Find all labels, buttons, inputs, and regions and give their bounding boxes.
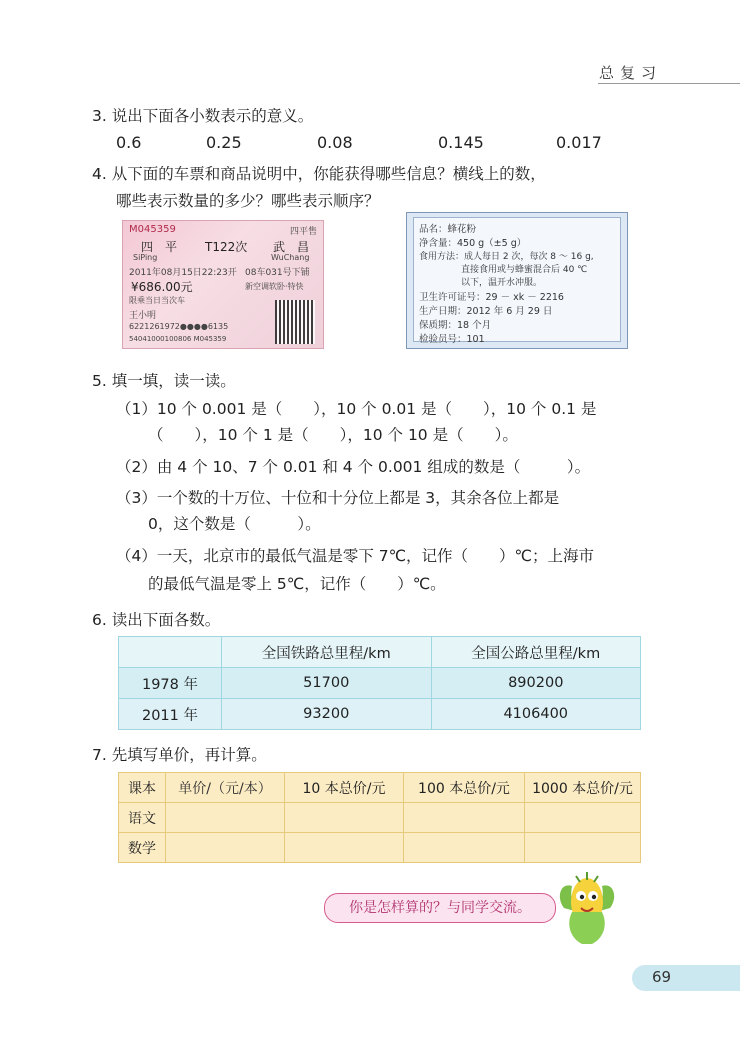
answer-cell[interactable] — [166, 833, 285, 863]
table-cell: 51700 — [222, 668, 432, 699]
q5-part1-line2: （ ），10 个 1 是（ ），10 个 10 是（ ）。 — [148, 426, 518, 444]
table-row — [119, 803, 641, 833]
product-shelf-life: 保质期：18 个月 — [419, 320, 492, 331]
mileage-table — [118, 636, 641, 730]
table-header-cell: 全国铁路总里程/km — [222, 637, 432, 668]
table-header-cell: 1000 本总价/元 — [525, 773, 641, 803]
ticket-serial: 54041000100806 M045359 — [129, 335, 227, 343]
product-name: 品名：蜂花粉 — [419, 224, 477, 235]
table-header-cell: 课本 — [119, 773, 166, 803]
ticket-train: T122次 — [205, 240, 248, 254]
product-net: 净含量：450 g（±5 g） — [419, 238, 527, 249]
answer-cell[interactable] — [285, 833, 404, 863]
product-usage-3: 以下，温开水冲服。 — [461, 278, 543, 288]
ticket-seat: 08车031号下铺 — [245, 268, 310, 278]
qr-code-icon — [275, 300, 315, 344]
table-cell: 2011 年 — [119, 699, 222, 730]
product-license: 卫生许可证号：29 － xk － 2216 — [419, 292, 564, 303]
ticket-id: 6221261972●●●●6135 — [129, 322, 229, 331]
speech-bubble: 你是怎样算的？与同学交流。 — [324, 893, 556, 923]
ticket-price: ¥686.00元 — [131, 280, 193, 294]
answer-cell[interactable] — [404, 803, 525, 833]
answer-cell[interactable] — [525, 803, 641, 833]
table-header-cell: 100 本总价/元 — [404, 773, 525, 803]
decimal-3: 0.08 — [317, 133, 353, 152]
product-label-image — [406, 212, 628, 349]
ticket-to: 武 昌 — [273, 240, 310, 254]
q5-part3-line2: 0，这个数是（ ）。 — [148, 515, 321, 533]
table-header-row — [119, 637, 641, 668]
ticket-name: 王小明 — [129, 311, 157, 321]
table-row — [119, 833, 641, 863]
table-cell: 4106400 — [431, 699, 641, 730]
q5-part4-line2: 的最低气温是零上 5℃，记作（ ）℃。 — [148, 575, 446, 593]
q5-part3-line1: （3）一个数的十万位、十位和十分位上都是 3，其余各位上都是 — [116, 489, 560, 507]
product-date: 生产日期：2012 年 6 月 29 日 — [419, 306, 553, 317]
product-usage-2: 直接食用或与蜂蜜混合后 40 ℃ — [461, 265, 588, 275]
answer-cell[interactable] — [166, 803, 285, 833]
q4-prompt-line2: 哪些表示数量的多少？哪些表示顺序？ — [116, 192, 380, 210]
table-header-cell — [119, 637, 222, 668]
decimal-4: 0.145 — [438, 133, 484, 152]
ticket-valid: 限乘当日当次车 — [129, 296, 185, 305]
table-row — [119, 699, 641, 730]
table-header-cell: 10 本总价/元 — [285, 773, 404, 803]
table-header-cell: 全国公路总里程/km — [431, 637, 641, 668]
q3-prompt: 3. 说出下面各小数表示的意义。 — [92, 107, 314, 125]
q6-prompt: 6. 读出下面各数。 — [92, 611, 221, 629]
table-cell: 1978 年 — [119, 668, 222, 699]
table-cell: 93200 — [222, 699, 432, 730]
corn-mascot-icon — [552, 868, 622, 948]
table-row — [119, 668, 641, 699]
ticket-code: M045359 — [129, 224, 176, 235]
q5-part4-line1: （4）一天，北京市的最低气温是零下 7℃，记作（ ）℃；上海市 — [116, 547, 594, 565]
ticket-from: 四 平 — [141, 240, 178, 254]
price-table — [118, 772, 641, 863]
product-usage-1: 食用方法：成人每日 2 次，每次 8 ～ 16 g, — [419, 252, 594, 262]
page-number: 69 — [652, 968, 672, 986]
page-number-tab — [632, 965, 740, 991]
answer-cell[interactable] — [525, 833, 641, 863]
table-cell: 语文 — [119, 803, 166, 833]
q4-prompt-line1: 4. 从下面的车票和商品说明中，你能获得哪些信息？横线上的数， — [92, 165, 546, 183]
decimal-5: 0.017 — [556, 133, 602, 152]
product-inspector: 检验员号：101 — [419, 334, 485, 345]
train-ticket-image — [122, 220, 324, 349]
q7-prompt: 7. 先填写单价，再计算。 — [92, 746, 267, 764]
ticket-to-pinyin: WuChang — [271, 253, 310, 262]
q5-part1-line1: （1）10 个 0.001 是（ ），10 个 0.01 是（ ），10 个 0.1 是 — [116, 400, 597, 418]
decimal-1: 0.6 — [116, 133, 142, 152]
q5-prompt: 5. 填一填，读一读。 — [92, 372, 236, 390]
answer-cell[interactable] — [285, 803, 404, 833]
table-header-cell: 单价/（元/本） — [166, 773, 285, 803]
ticket-station-tag: 四平售 — [289, 227, 317, 237]
table-cell: 数学 — [119, 833, 166, 863]
ticket-class: 新空调软卧·特快 — [245, 282, 304, 291]
header-divider — [598, 83, 740, 84]
ticket-datetime: 2011年08月15日22:23开 — [129, 268, 237, 278]
ticket-from-pinyin: SiPing — [133, 253, 158, 262]
q5-part2: （2）由 4 个 10、7 个 0.01 和 4 个 0.001 组成的数是（ ）。 — [116, 458, 591, 476]
answer-cell[interactable] — [404, 833, 525, 863]
table-cell: 890200 — [431, 668, 641, 699]
decimal-2: 0.25 — [206, 133, 242, 152]
chapter-title: 总复习 — [598, 64, 662, 82]
table-header-row — [119, 773, 641, 803]
